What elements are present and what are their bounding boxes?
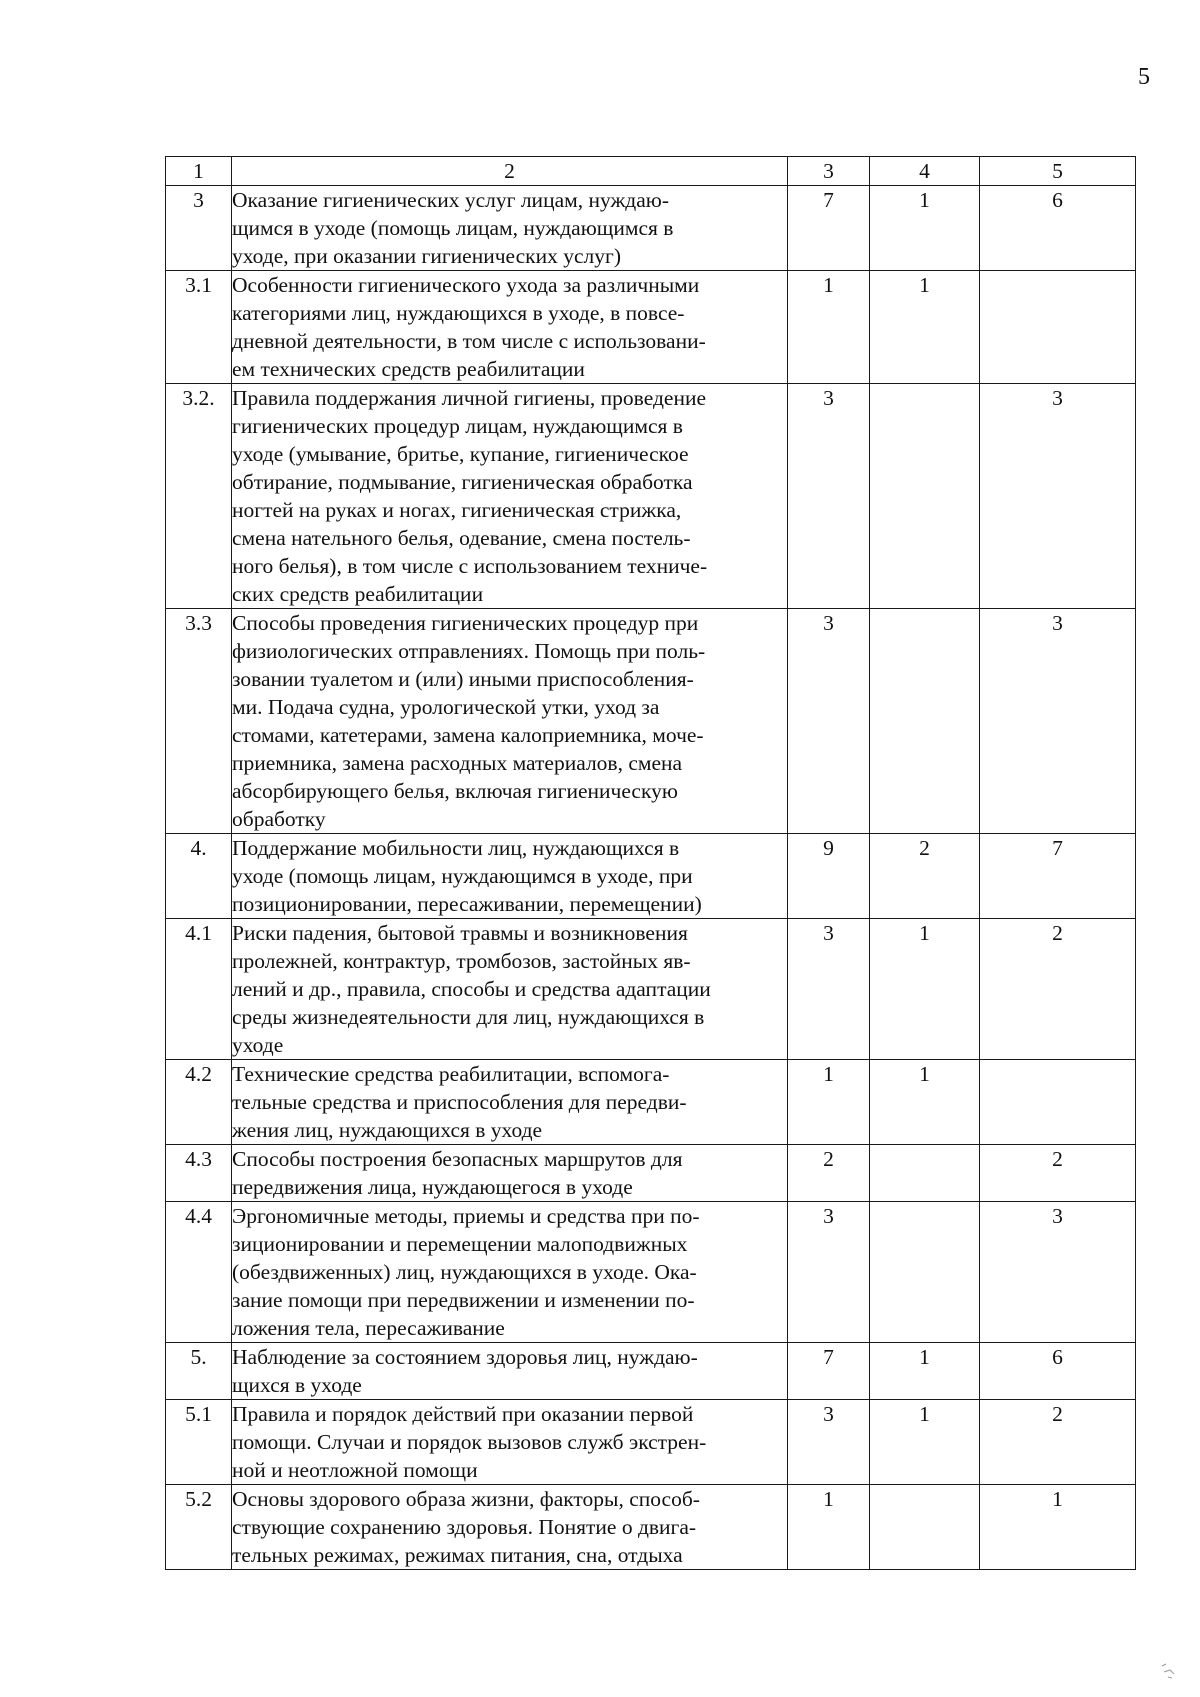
row-number: 4.3 — [166, 1145, 232, 1202]
row-topic — [232, 1400, 788, 1485]
row-number: 5. — [166, 1343, 232, 1400]
table-row — [166, 609, 1136, 834]
header-cell-number: 1 — [166, 157, 232, 186]
topic-line: Правила поддержания личной гигиены, проведение — [232, 386, 707, 410]
row-hours-theory — [870, 1202, 980, 1343]
row-number: 3.3 — [166, 609, 232, 834]
row-hours-practice: 7 — [980, 834, 1136, 919]
row-topic — [232, 1343, 788, 1400]
topic-line: уходе (умывание, бритье, купание, гигиеническое — [232, 442, 689, 466]
row-hours-total: 7 — [788, 1343, 870, 1400]
header-cell-total: 3 — [788, 157, 870, 186]
row-number: 4. — [166, 834, 232, 919]
page-number: 5 — [1138, 64, 1150, 90]
topic-line: щимся в уходе (помощь лицам, нуждающимся в — [232, 216, 674, 240]
topic-line: дневной деятельности, в том числе с использовани- — [232, 329, 706, 353]
row-hours-total: 1 — [788, 271, 870, 384]
row-hours-practice: 3 — [980, 1202, 1136, 1343]
table-row — [166, 1145, 1136, 1202]
header-cell-practice: 5 — [980, 157, 1136, 186]
row-topic — [232, 609, 788, 834]
row-number: 5.2 — [166, 1485, 232, 1570]
row-topic — [232, 384, 788, 609]
row-number: 4.1 — [166, 919, 232, 1060]
topic-line: ногтей на руках и ногах, гигиеническая стрижка, — [232, 498, 682, 522]
topic-line: обработку — [232, 807, 326, 831]
row-hours-theory: 1 — [870, 186, 980, 271]
table-row — [166, 1202, 1136, 1343]
topic-line: смена нательного белья, одевание, смена постель- — [232, 526, 691, 550]
row-number: 5.1 — [166, 1400, 232, 1485]
topic-line: щихся в уходе — [232, 1373, 362, 1397]
table-row — [166, 186, 1136, 271]
topic-line: физиологических отправлениях. Помощь при поль- — [232, 639, 706, 663]
header-cell-theory: 4 — [870, 157, 980, 186]
topic-line: ной и неотложной помощи — [232, 1458, 478, 1482]
topic-line: (обездвиженных) лиц, нуждающихся в уходе. Ока- — [232, 1260, 697, 1284]
table-row — [166, 271, 1136, 384]
row-hours-theory — [870, 1485, 980, 1570]
topic-line: среды жизнедеятельности для лиц, нуждающихся в — [232, 1005, 705, 1029]
topic-line: ного белья), в том числе с использованием техниче- — [232, 554, 708, 578]
row-hours-total: 1 — [788, 1485, 870, 1570]
header-cell-topic: 2 — [232, 157, 788, 186]
table-row — [166, 384, 1136, 609]
topic-line: зиционировании и перемещении малоподвижных — [232, 1232, 688, 1256]
topic-line: жения лиц, нуждающихся в уходе — [232, 1118, 543, 1142]
row-hours-total: 1 — [788, 1060, 870, 1145]
table-row — [166, 1060, 1136, 1145]
topic-line: Способы построения безопасных маршрутов для — [232, 1147, 683, 1171]
row-hours-total: 3 — [788, 1202, 870, 1343]
scan-artifact-mark — [1158, 1660, 1180, 1682]
row-hours-practice: 2 — [980, 919, 1136, 1060]
row-topic — [232, 271, 788, 384]
topic-line: обтирание, подмывание, гигиеническая обработка — [232, 470, 693, 494]
row-topic — [232, 834, 788, 919]
row-hours-theory: 1 — [870, 1400, 980, 1485]
row-topic — [232, 186, 788, 271]
topic-line: позиционировании, пересаживании, перемещении) — [232, 892, 702, 916]
topic-line: пролежней, контрактур, тромбозов, застойных яв- — [232, 949, 691, 973]
row-hours-total: 9 — [788, 834, 870, 919]
topic-line: ложения тела, пересаживание — [232, 1316, 505, 1340]
row-hours-total: 3 — [788, 609, 870, 834]
row-number: 3 — [166, 186, 232, 271]
topic-line: Эргономичные методы, приемы и средства при по- — [232, 1204, 700, 1228]
row-hours-theory: 1 — [870, 919, 980, 1060]
row-hours-theory — [870, 384, 980, 609]
row-hours-practice: 2 — [980, 1145, 1136, 1202]
topic-line: приемника, замена расходных материалов, смена — [232, 751, 683, 775]
row-hours-total: 7 — [788, 186, 870, 271]
topic-line: зовании туалетом и (или) иными приспособления- — [232, 667, 694, 691]
row-hours-theory — [870, 1145, 980, 1202]
row-topic — [232, 1060, 788, 1145]
topic-line: тельные средства и приспособления для передви- — [232, 1090, 687, 1114]
topic-line: Правила и порядок действий при оказании первой — [232, 1402, 694, 1426]
row-hours-practice: 3 — [980, 609, 1136, 834]
topic-line: Наблюдение за состоянием здоровья лиц, нуждаю- — [232, 1345, 698, 1369]
table-row — [166, 1400, 1136, 1485]
row-number: 4.2 — [166, 1060, 232, 1145]
topic-line: категориями лиц, нуждающихся в уходе, в повсе- — [232, 301, 685, 325]
row-hours-practice: 6 — [980, 186, 1136, 271]
row-number: 3.2. — [166, 384, 232, 609]
topic-line: Способы проведения гигиенических процедур при — [232, 611, 699, 635]
row-hours-theory — [870, 609, 980, 834]
row-hours-practice: 1 — [980, 1485, 1136, 1570]
curriculum-table — [165, 156, 1136, 1570]
topic-line: уходе — [232, 1033, 284, 1057]
topic-line: стомами, катетерами, замена калоприемника, моче- — [232, 723, 704, 747]
row-hours-total: 3 — [788, 1400, 870, 1485]
topic-line: Основы здорового образа жизни, факторы, способ- — [232, 1487, 700, 1511]
row-topic — [232, 919, 788, 1060]
table-row — [166, 919, 1136, 1060]
table-row — [166, 1485, 1136, 1570]
topic-line: зание помощи при передвижении и изменении по- — [232, 1288, 695, 1312]
topic-line: передвижения лица, нуждающегося в уходе — [232, 1175, 633, 1199]
topic-line: гигиенических процедур лицам, нуждающимся в — [232, 414, 683, 438]
row-hours-theory: 1 — [870, 271, 980, 384]
topic-line: Поддержание мобильности лиц, нуждающихся в — [232, 836, 680, 860]
row-number: 3.1 — [166, 271, 232, 384]
topic-line: Особенности гигиенического ухода за различными — [232, 273, 700, 297]
topic-line: абсорбирующего белья, включая гигиеническую — [232, 779, 678, 803]
topic-line: Технические средства реабилитации, вспомога- — [232, 1062, 670, 1086]
table-row — [166, 1343, 1136, 1400]
table-row — [166, 834, 1136, 919]
row-hours-theory: 2 — [870, 834, 980, 919]
row-hours-total: 3 — [788, 919, 870, 1060]
table-header-row — [166, 157, 1136, 186]
topic-line: помощи. Случаи и порядок вызовов служб экстрен- — [232, 1430, 707, 1454]
row-hours-practice — [980, 1060, 1136, 1145]
topic-line: уходе (помощь лицам, нуждающимся в уходе, при — [232, 864, 693, 888]
row-topic — [232, 1485, 788, 1570]
row-hours-total: 3 — [788, 384, 870, 609]
row-hours-practice: 6 — [980, 1343, 1136, 1400]
topic-line: уходе, при оказании гигиенических услуг) — [232, 244, 621, 268]
topic-line: Оказание гигиенических услуг лицам, нуждаю- — [232, 188, 670, 212]
row-number: 4.4 — [166, 1202, 232, 1343]
row-hours-practice: 3 — [980, 384, 1136, 609]
row-hours-theory: 1 — [870, 1060, 980, 1145]
topic-line: лений и др., правила, способы и средства адаптации — [232, 977, 711, 1001]
row-topic — [232, 1202, 788, 1343]
topic-line: ми. Подача судна, урологической утки, уход за — [232, 695, 660, 719]
topic-line: ем технических средств реабилитации — [232, 357, 585, 381]
topic-line: Риски падения, бытовой травмы и возникновения — [232, 921, 688, 945]
topic-line: тельных режимах, режимах питания, сна, отдыха — [232, 1543, 683, 1567]
topic-line: ствующие сохранению здоровья. Понятие о двига- — [232, 1515, 697, 1539]
row-hours-total: 2 — [788, 1145, 870, 1202]
topic-line: ских средств реабилитации — [232, 582, 484, 606]
row-hours-theory: 1 — [870, 1343, 980, 1400]
row-hours-practice: 2 — [980, 1400, 1136, 1485]
row-topic — [232, 1145, 788, 1202]
row-hours-practice — [980, 271, 1136, 384]
